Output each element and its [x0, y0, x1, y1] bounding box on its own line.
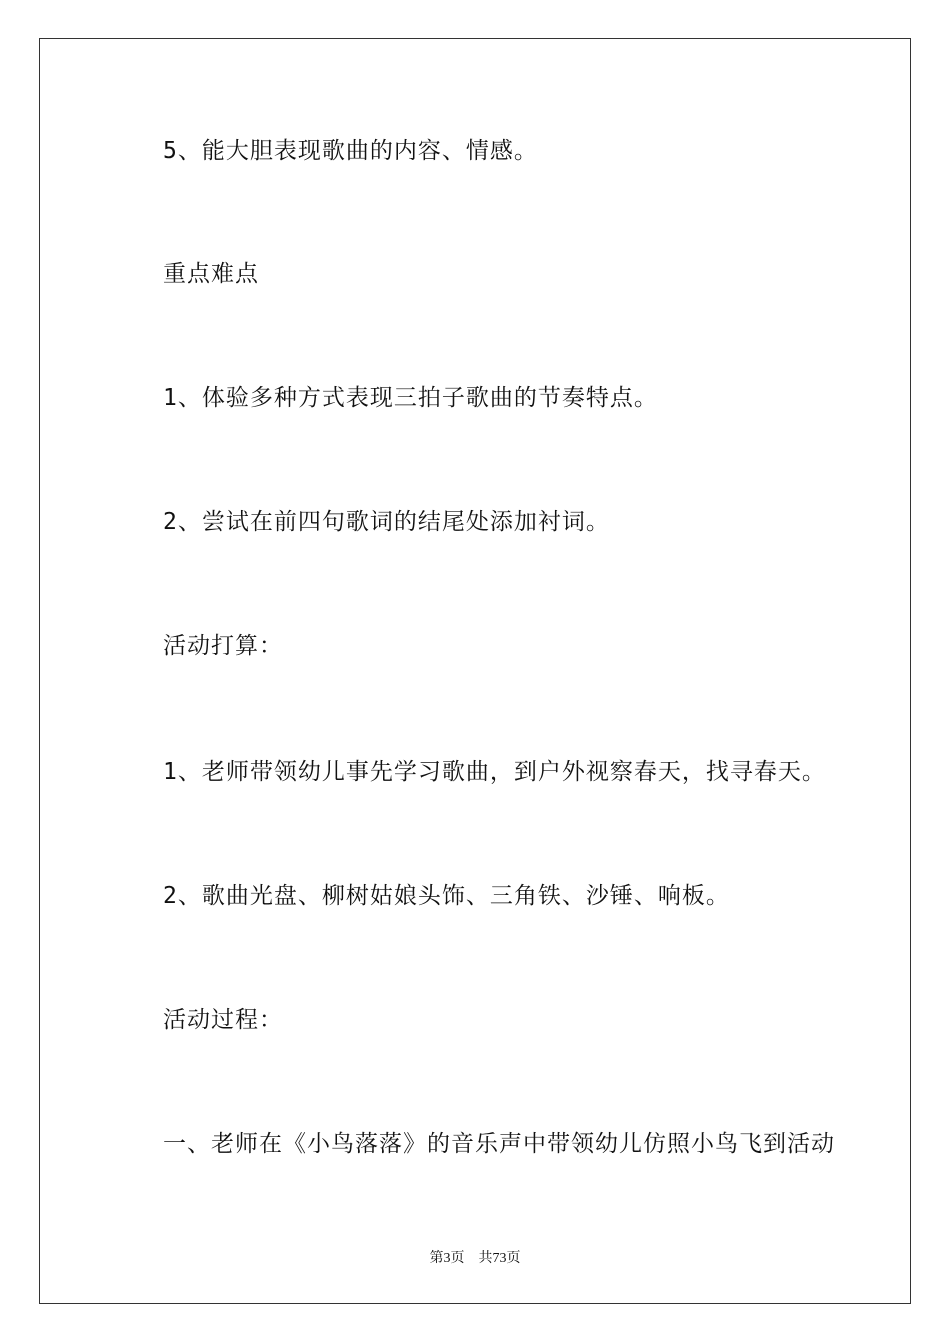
page-number: 第3页: [429, 1251, 465, 1266]
body-line: 1、老师带领幼儿事先学习歌曲，到户外视察春天，找寻春天。: [163, 759, 826, 785]
body-line: 2、尝试在前四句歌词的结尾处添加衬词。: [163, 509, 610, 535]
page-frame: [39, 38, 911, 1304]
body-line: 5、能大胆表现歌曲的内容、情感。: [163, 138, 538, 164]
body-line: 1、体验多种方式表现三拍子歌曲的节奏特点。: [163, 385, 658, 411]
body-line: 一、老师在《小鸟落落》的音乐声中带领幼儿仿照小鸟飞到活动: [163, 1131, 835, 1157]
page-footer: [0, 1247, 950, 1267]
section-heading: 活动过程：: [163, 1007, 283, 1033]
section-heading: 重点难点: [163, 261, 259, 287]
body-line: 2、歌曲光盘、柳树姑娘头饰、三角铁、沙锤、响板。: [163, 883, 730, 909]
section-heading: 活动打算：: [163, 633, 283, 659]
page-total: 共73页: [478, 1251, 521, 1266]
